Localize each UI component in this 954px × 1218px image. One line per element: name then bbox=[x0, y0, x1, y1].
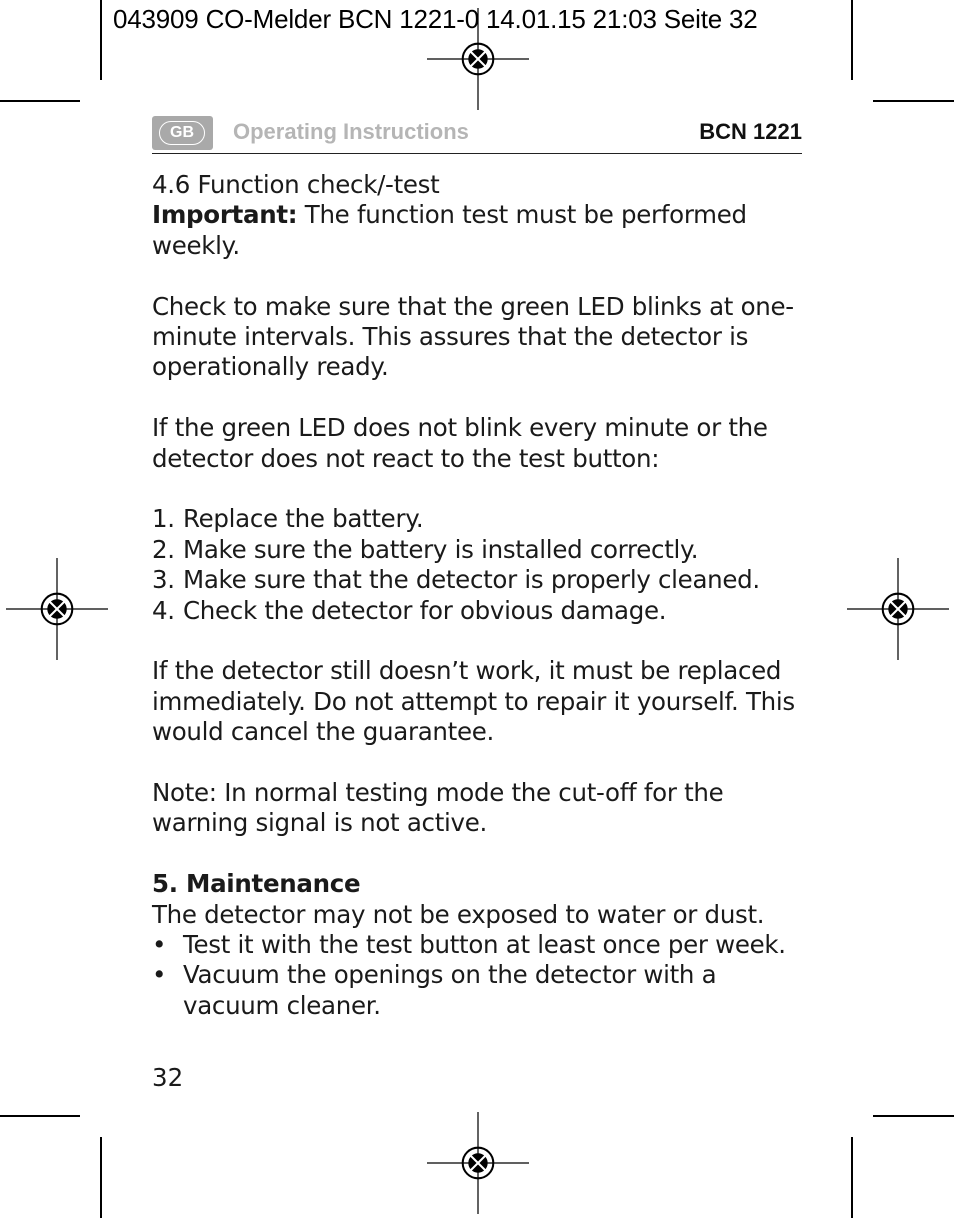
bullet-icon: • bbox=[152, 930, 167, 960]
list-item-text: Check the detector for obvious damage. bbox=[183, 595, 667, 625]
list-item bbox=[152, 565, 812, 595]
print-slug: 043909 CO-Melder BCN 1221-0 14.01.15 21:03 Seite 32 bbox=[113, 4, 758, 34]
steps-list bbox=[152, 504, 812, 626]
paragraph: Check to make sure that the green LED blinks at one-minute intervals. This assures that the detector is operationally ready. bbox=[152, 291, 794, 382]
header-title: Operating Instructions bbox=[233, 119, 469, 144]
important-label: Important: bbox=[152, 200, 298, 230]
list-item bbox=[152, 596, 812, 626]
list-item bbox=[152, 504, 812, 534]
page-header bbox=[152, 116, 802, 154]
bullet-icon: • bbox=[152, 960, 167, 990]
page-content bbox=[152, 170, 812, 1021]
paragraph: The detector may not be exposed to water or dust. bbox=[152, 899, 765, 929]
registration-mark-icon bbox=[847, 558, 949, 660]
header-model: BCN 1221 bbox=[699, 119, 802, 144]
list-item-number: 3. bbox=[152, 565, 175, 595]
list-item-number: 4. bbox=[152, 595, 175, 625]
list-item-text: Test it with the test button at least once per week. bbox=[183, 930, 786, 960]
crop-mark bbox=[851, 1137, 853, 1218]
crop-mark bbox=[100, 0, 102, 80]
important-paragraph bbox=[152, 200, 812, 261]
list-item-number: 2. bbox=[152, 534, 175, 564]
crop-mark bbox=[0, 100, 80, 102]
list-item-text: Make sure the battery is installed correctly. bbox=[183, 534, 699, 564]
crop-mark bbox=[851, 0, 853, 80]
page-number: 32 bbox=[152, 1063, 184, 1092]
bullet-list bbox=[152, 930, 812, 1021]
registration-mark-icon bbox=[427, 1112, 529, 1214]
registration-mark-icon bbox=[6, 558, 108, 660]
crop-mark bbox=[873, 1115, 954, 1117]
registration-mark-icon bbox=[427, 8, 529, 110]
crop-mark bbox=[0, 1115, 80, 1117]
crop-mark bbox=[100, 1137, 102, 1218]
list-item bbox=[152, 930, 812, 960]
list-item-number: 1. bbox=[152, 504, 175, 534]
paragraph: If the green LED does not blink every minute or the detector does not react to the test button: bbox=[152, 413, 768, 473]
language-badge-label: GB bbox=[159, 121, 205, 145]
important-text: The function test must be performed weekly. bbox=[152, 200, 747, 260]
list-item-text: Replace the battery. bbox=[183, 504, 424, 534]
paragraph: If the detector still doesn’t work, it must be replaced immediately. Do not attempt to repair it yourself. This would cancel the guarantee. bbox=[152, 656, 795, 747]
list-item-text: Vacuum the openings on the detector with a vacuum cleaner. bbox=[183, 960, 717, 1020]
section-heading: 5. Maintenance bbox=[152, 869, 361, 899]
list-item bbox=[152, 960, 812, 1021]
list-item bbox=[152, 535, 812, 565]
note-paragraph: Note: In normal testing mode the cut-off for the warning signal is not active. bbox=[152, 778, 724, 838]
crop-mark bbox=[873, 100, 954, 102]
list-item-text: Make sure that the detector is properly cleaned. bbox=[183, 565, 760, 595]
section-heading: 4.6 Function check/-test bbox=[152, 170, 440, 199]
language-badge bbox=[152, 116, 213, 150]
